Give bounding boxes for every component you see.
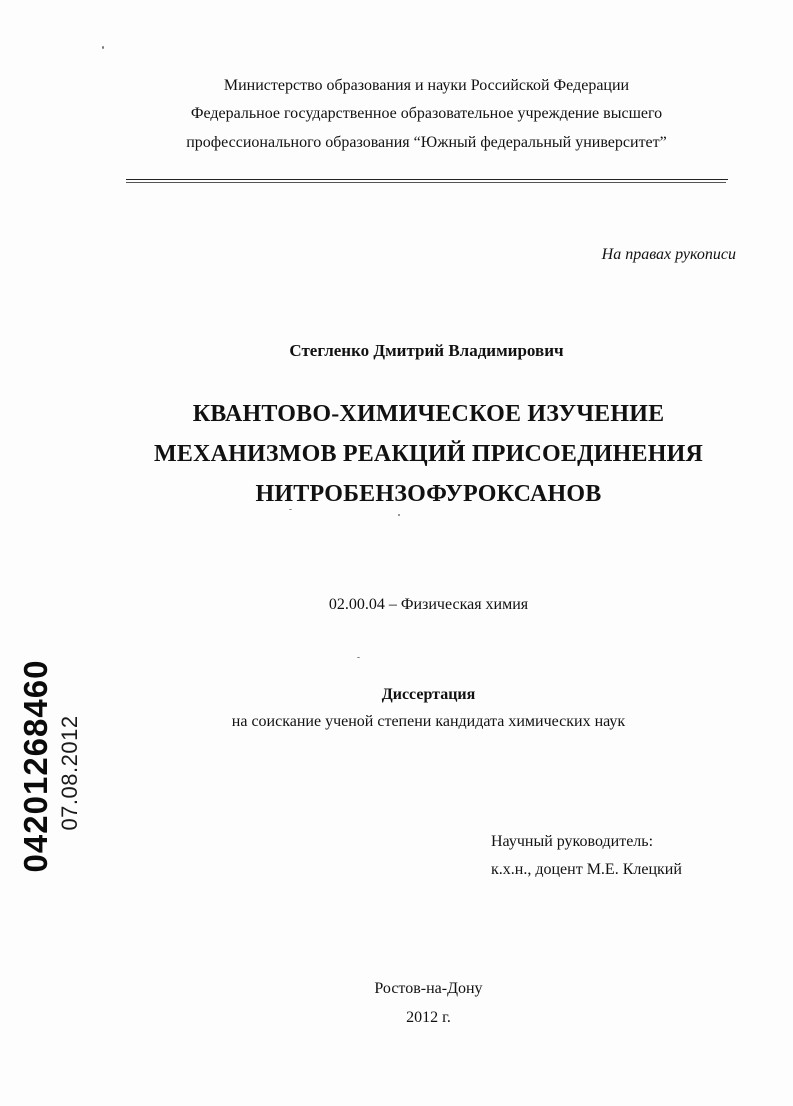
header-divider	[126, 179, 728, 180]
scan-speck	[398, 514, 400, 516]
org-university-line: профессионального образования “Южный федеральный университет”	[186, 134, 667, 151]
advisor-name: к.х.н., доцент М.Е. Клецкий	[491, 861, 682, 878]
org-institution-line: Федеральное государственное образовательное учреждение высшего	[190, 105, 663, 122]
year: 2012 г.	[406, 1009, 451, 1026]
scan-speck	[102, 46, 104, 49]
thesis-title-line-3: НИТРОБЕНЗОФУРОКСАНОВ	[255, 481, 602, 507]
degree-statement: на соискание ученой степени кандидата химических наук	[231, 713, 626, 730]
city: Ростов-на-Дону	[374, 980, 483, 997]
header-divider-secondary	[126, 182, 726, 183]
org-ministry-line: Министерство образования и науки Российской Федерации	[223, 77, 630, 94]
library-stamp-date: 07.08.2012	[57, 715, 82, 831]
scan-speck	[357, 657, 360, 658]
advisor-label: Научный руководитель:	[491, 833, 654, 850]
manuscript-note: На правах рукописи	[601, 246, 736, 263]
scan-speck	[289, 509, 292, 510]
author-name: Стегленко Дмитрий Владимирович	[289, 341, 564, 360]
specialty-code: 02.00.04 – Физическая химия	[328, 596, 529, 613]
document-type: Диссертация	[381, 686, 476, 703]
library-stamp-number: 04201268460	[17, 659, 54, 873]
thesis-title-line-1: КВАНТОВО-ХИМИЧЕСКОЕ ИЗУЧЕНИЕ	[192, 401, 665, 427]
thesis-title-line-2: МЕХАНИЗМОВ РЕАКЦИЙ ПРИСОЕДИНЕНИЯ	[154, 441, 703, 467]
